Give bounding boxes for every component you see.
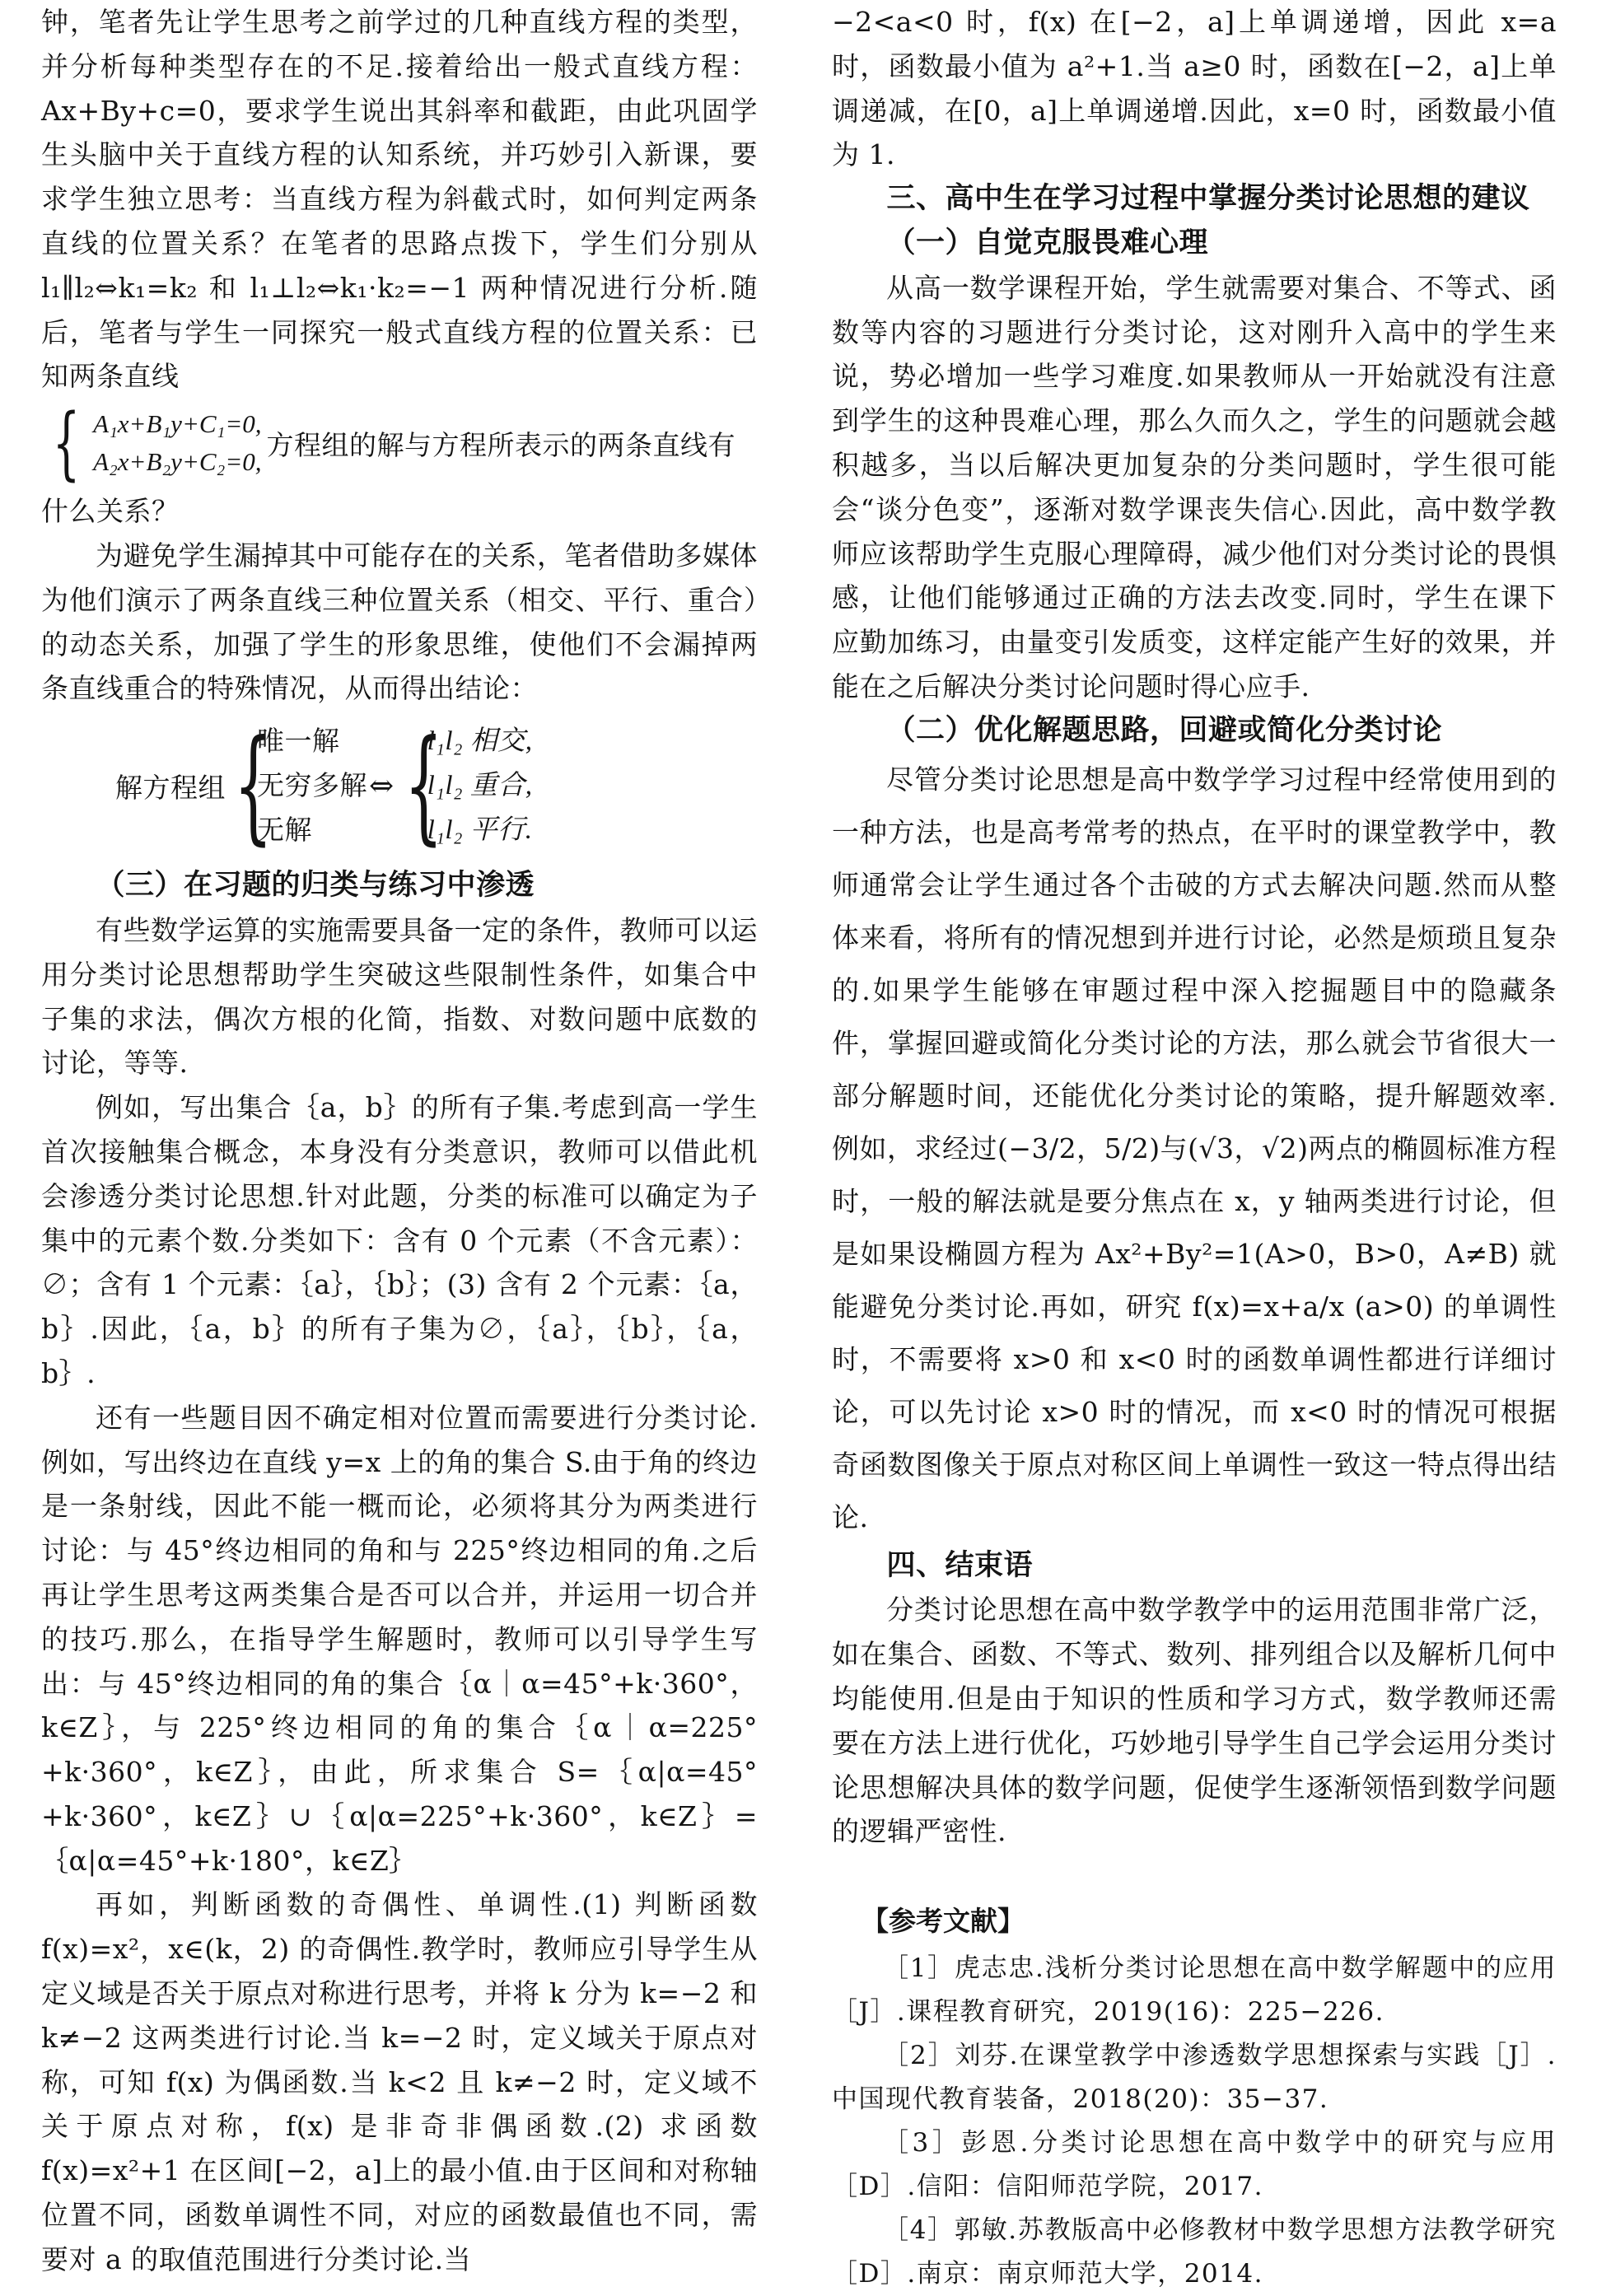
case-right-row: l₁l₂ 平行. bbox=[427, 815, 533, 846]
paragraph-conclusion: 分类讨论思想在高中数学教学中的运用范围非常广泛，如在集合、函数、不等式、数列、排列组合以及解析几何中均能使用.但是由于知识的性质和学习方式，数学教师还需要在方法上进行优化，巧妙地引导学生自己学会运用分类讨论思想解决具体的数学问题，促使学生逐渐领悟到数学问题的逻辑严密性. bbox=[832, 1594, 1557, 1848]
case-right-row: l₁l₂ 相交, bbox=[427, 726, 533, 757]
paragraph-conditions: 有些数学运算的实施需要具备一定的条件，教师可以运用分类讨论思想帮助学生突破这些限制性条件，如集合中子集的求法，偶次方根的化简，指数、对数问题中底数的讨论，等等. bbox=[41, 913, 758, 1080]
reference-item: ［4］郭敏.苏教版高中必修教材中数学思想方法教学研究［D］.南京：南京师范大学，2014. bbox=[832, 2215, 1557, 2289]
left-brace: { bbox=[52, 397, 81, 490]
solution-case-diagram bbox=[41, 714, 758, 858]
paragraph-function-parity: 再如，判断函数的奇偶性、单调性.(1) 判断函数 f(x)=x²，x∈(k，2) 的奇偶性.教学时，教师应引导学生从定义域是否关于原点对称进行思考，并将 k 分为 k=−2 和 k≠−2 这两类进行讨论.当 k=−2 时，定义域关于原点对称，可知 f(x) 为偶函数.当 k<2 且 k≠−2 时，定义域不关于原点对称，f(x) 是非奇非偶函数.(2) 求函数 f(x)=x²+1 在区间[−2，a]上的最小值.由于区间和对称轴位置不同，函数单调性不同，对应的函数最值也不同，需要对 a 的取值范围进行分类讨论.当 bbox=[41, 1888, 758, 2275]
section-heading-suggestions: 三、高中生在学习过程中掌握分类讨论思想的建议 bbox=[886, 182, 1530, 216]
paragraph-subsets-example: 例如，写出集合｛a，b｝的所有子集.考虑到高一学生首次接触集合概念，本身没有分类意识，教师可以借此机会渗透分类讨论思想.针对此题，分类的标准可以确定为子集中的元素个数.分类如下：含有 0 个元素（不含元素）：∅；含有 1 个元素：｛a｝，｛b｝；(3) 含有 2 个元素：｛a，b｝.因此，｛a，b｝的所有子集为∅，｛a｝，｛b｝，｛a，b｝. bbox=[41, 1091, 758, 1389]
case-left-rows bbox=[257, 719, 367, 852]
equation-row-1: A₁x+B₁y+C₁=0, bbox=[93, 409, 262, 439]
case-left-brace: { bbox=[233, 714, 273, 858]
equivalence-arrow: ⇔ bbox=[369, 768, 395, 803]
equation-system bbox=[41, 397, 758, 490]
paragraph-multimedia: 为避免学生漏掉其中可能存在的关系，笔者借助多媒体为他们演示了两条直线三种位置关系（相交、平行、重合）的动态关系，加强了学生的形象思维，使他们不会漏掉两条直线重合的特殊情况，从而得出结论： bbox=[41, 539, 758, 705]
reference-item: ［1］虎志忠.浅析分类讨论思想在高中数学解题中的应用［J］.课程教育研究，2019(16)：225−226. bbox=[832, 1953, 1557, 2028]
paragraph-angle-sets: 还有一些题目因不确定相对位置而需要进行分类讨论.例如，写出终边在直线 y=x 上的角的集合 S.由于角的终边是一条射线，因此不能一概而论，必须将其分为两类进行讨论：与 45°终边相同的角和与 225°终边相同的角.之后再让学生思考这两类集合是否可以合并，并运用一切合并的技巧.那么，在指导学生解题时，教师可以引导学生写出：与 45°终边相同的角的集合｛α｜α=45°+k·360°，k∈Z｝，与 225°终边相同的角的集合｛α｜α=225°+k·360°，k∈Z｝，由此，所求集合 S=｛α|α=45°+k·360°，k∈Z｝∪｛α|α=225°+k·360°，k∈Z｝=｛α|α=45°+k·180°，k∈Z｝ bbox=[41, 1401, 758, 1877]
paragraph-overcome-fear: 从高一数学课程开始，学生就需要对集合、不等式、函数等内容的习题进行分类讨论，这对刚升入高中的学生来说，势必增加一些学习难度.如果教师从一开始就没有注意到学生的这种畏难心理，那么久而久之，学生的问题就会越积越多，当以后解决更加复杂的分类问题时，学生很可能会“谈分色变”，逐渐对数学课丧失信心.因此，高中数学教师应该帮助学生克服心理障碍，减少他们对分类讨论的畏惧感，让他们能够通过正确的方法去改变.同时，学生在课下应勤加练习，由量变引发质变，这样定能产生好的效果，并能在之后解决分类讨论问题时得心应手. bbox=[832, 271, 1557, 702]
references bbox=[832, 1900, 1557, 2296]
subheading-overcome-fear: （一）自觉克服畏难心理 bbox=[886, 226, 1209, 259]
paragraph-min-value: −2<a<0 时，f(x) 在[−2，a]上单调递增，因此 x=a 时，函数最小值为 a²+1.当 a≥0 时，函数在[−2，a]上单调递减，在[0，a]上单调递增.因此，x=0 时，函数最小值为 1. bbox=[832, 6, 1557, 171]
right-column bbox=[832, 0, 1557, 2296]
left-column bbox=[41, 0, 758, 2282]
case-right-row: l₁l₂ 重合, bbox=[427, 771, 533, 801]
equation-system-question: 方程组的解与方程所表示的两条直线有 bbox=[266, 428, 735, 461]
equation-row-2: A₂x+B₂y+C₂=0, bbox=[93, 447, 262, 477]
equation-rows bbox=[93, 405, 261, 481]
case-left-row: 唯一解 bbox=[257, 725, 340, 758]
case-right-brace: { bbox=[404, 714, 444, 858]
case-label: 解方程组 bbox=[115, 771, 226, 804]
reference-item: ［3］彭恩.分类讨论思想在高中数学中的研究与应用［D］.信阳：信阳师范学院，2017. bbox=[832, 2128, 1557, 2202]
paragraph-lines-intro: 钟，笔者先让学生思考之前学过的几种直线方程的类型，并分析每种类型存在的不足.接着给出一般式直线方程：Ax+By+c=0，要求学生说出其斜率和截距，由此巩固学生头脑中关于直线方程的认知系统，并巧妙引入新课，要求学生独立思考：当直线方程为斜截式时，如何判定两条直线的位置关系？在笔者的思路点拨下，学生们分别从 l₁∥l₂⇔k₁=k₂ 和 l₁⊥l₂⇔k₁·k₂=−1 两种情况进行分析.随后，笔者与学生一同探究一般式直线方程的位置关系：已知两条直线 bbox=[41, 6, 758, 393]
case-left-row: 无解 bbox=[257, 814, 312, 847]
reference-item: ［2］刘芬.在课堂教学中渗透数学思想探索与实践［J］.中国现代教育装备，2018(20)：35−37. bbox=[832, 2041, 1557, 2115]
paragraph-question-end: 什么关系？ bbox=[41, 495, 180, 528]
paragraph-optimize: 尽管分类讨论思想是高中数学学习过程中经常使用到的一种方法，也是高考常考的热点，在平时的课堂教学中，教师通常会让学生通过各个击破的方式去解决问题.然而从整体来看，将所有的情况想到并进行讨论，必然是烦琐且复杂的.如果学生能够在审题过程中深入挖掘题目中的隐藏条件，掌握回避或简化分类讨论的方法，那么就会节省很大一部分解题时间，还能优化分类讨论的策略，提升解题效率.例如，求经过(−3/2，5/2)与(√3，√2)两点的椭圆标准方程时，一般的解法就是要分焦点在 x，y 轴两类进行讨论，但是如果设椭圆方程为 Ax²+By²=1(A>0，B>0，A≠B) 就能避免分类讨论.再如，研究 f(x)=x+a/x (a>0) 的单调性时，不需要将 x>0 和 x<0 时的函数单调性都进行详细讨论，可以先讨论 x>0 时的情况，而 x<0 时的情况可根据奇函数图像关于原点对称区间上单调性一致这一特点得出结论. bbox=[832, 763, 1557, 1533]
section-heading-conclusion: 四、结束语 bbox=[886, 1548, 1034, 1582]
case-left-row: 无穷多解 bbox=[257, 769, 367, 802]
subheading-exercises: （三）在习题的归类与练习中渗透 bbox=[96, 869, 535, 903]
subheading-optimize: （二）优化解题思路，回避或简化分类讨论 bbox=[886, 713, 1443, 747]
references-title: 【参考文献】 bbox=[862, 1905, 1025, 1938]
